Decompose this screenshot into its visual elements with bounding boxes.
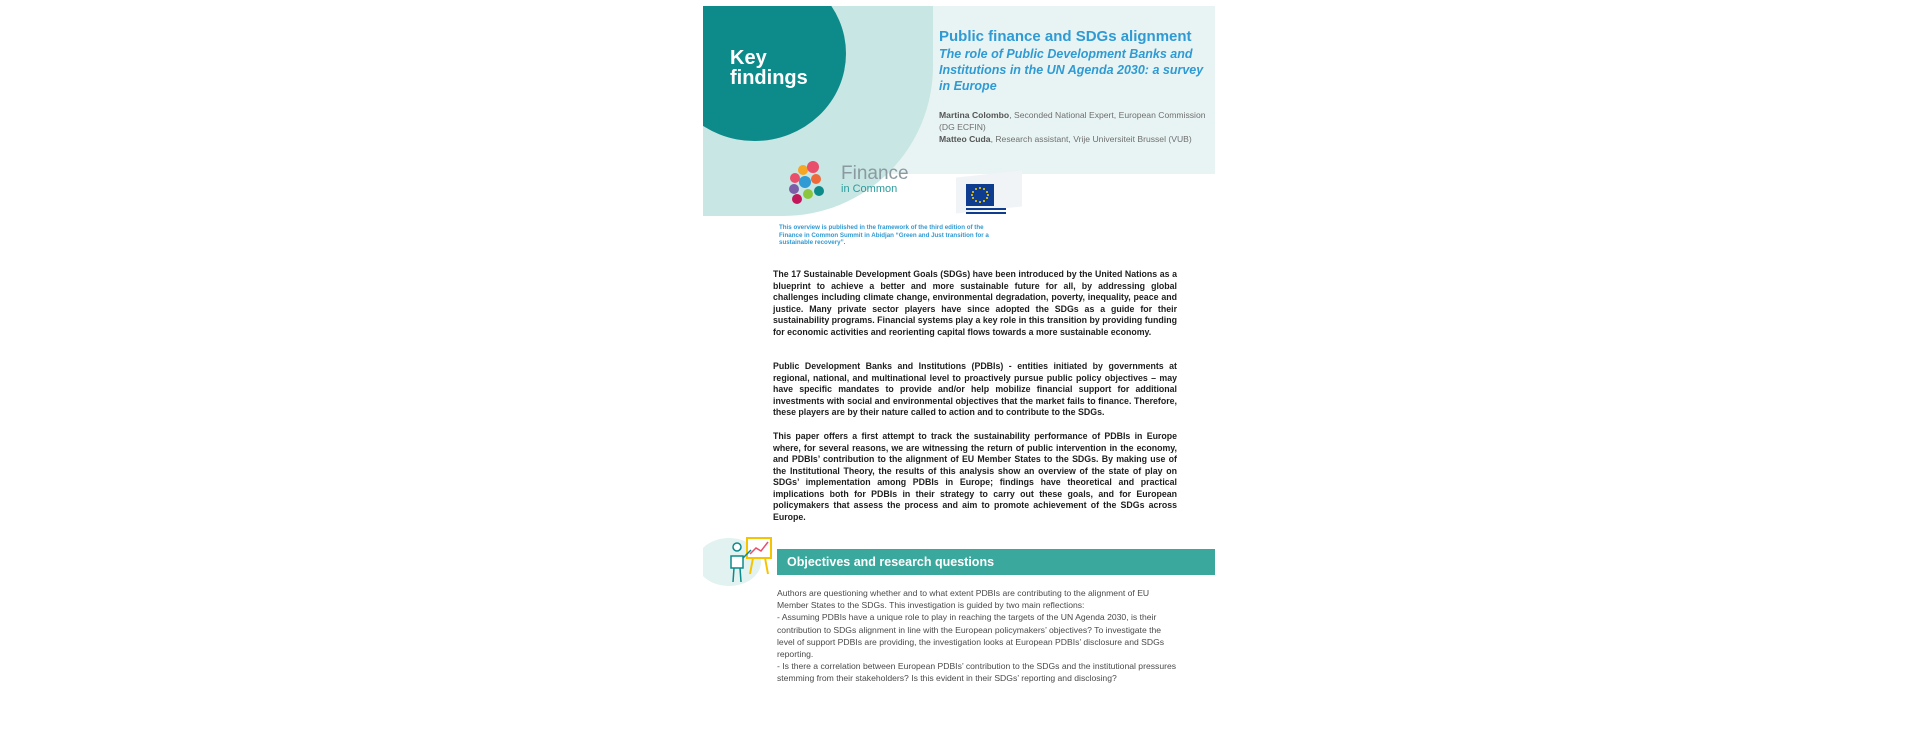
- eu-caption-lines: [966, 208, 1006, 214]
- presenter-easel-icon: [717, 534, 773, 586]
- eu-flag-icon: [966, 184, 994, 206]
- author-name: Martina Colombo: [939, 110, 1010, 120]
- author-role: , Research assistant, Vrije Universiteit Brussel (VUB): [990, 134, 1192, 144]
- author-1: [939, 109, 1209, 133]
- finance-in-common-word: Finance: [841, 163, 909, 184]
- author-name: Matteo Cuda: [939, 134, 991, 144]
- european-commission-logo-icon: [956, 174, 1022, 222]
- paragraph-2: Public Development Banks and Institutions (PDBIs) - entities initiated by governments at regional, national, and multinational level to proactively pursue public policy objectives – may have specific mandates to provide and/or help mobilize financial support for additional investments with social and environmental objectives that the market fails to finance. Therefore, these players are by their nature called to action and to contribute to the SDGs.: [773, 361, 1177, 417]
- finance-in-common-word2: in Common: [841, 183, 898, 195]
- page-subtitle: The role of Public Development Banks and Institutions in the UN Agenda 2030: a survey in Europe: [939, 47, 1204, 93]
- author-role: , Seconded National Expert, European Commission (DG ECFIN): [939, 110, 1206, 132]
- document-page: [703, 6, 1215, 740]
- objectives-text: [777, 587, 1179, 685]
- title-block: [939, 28, 1209, 94]
- page-title: Public finance and SDGs alignment: [939, 28, 1192, 45]
- section-header-bar: [777, 549, 1215, 575]
- objectives-line: - Is there a correlation between European PDBIs’ contribution to the SDGs and the institutional pressures stemming from their stakeholders? Is this evident in their SDGs’ reporting and disclosing?: [777, 661, 1177, 684]
- paragraph-3: This paper offers a first attempt to track the sustainability performance of PDBIs in Europe where, for several reasons, we are witnessing the return of public intervention in the economy, and PDBIs’ contribution to the alignment of EU Member States to the SDGs. By making use of the Institutional Theory, the results of this analysis show an overview of the state of play on SDGs’ implementation among PDBIs in Europe; findings have theoretical and practical implications both for PDBIs in their strategy to carry out these goals, and for European policymakers that assess the process and aim to promote achievement of the SDGs across Europe.: [773, 431, 1177, 522]
- objectives-line: Authors are questioning whether and to what extent PDBIs are contributing to the alignment of EU Member States to the SDGs. This investigation is guided by two main reflections:: [777, 588, 1150, 611]
- author-2: [939, 133, 1209, 145]
- key-findings-label: Key findings: [730, 47, 808, 89]
- paragraph-1: The 17 Sustainable Development Goals (SDGs) have been introduced by the United Nations as a blueprint to achieve a better and more sustainable future for all, by addressing global challenges including climate change, environmental degradation, poverty, inequality, peace and justice. Many private sector players have since adopted the SDGs as a guide for their sustainability programs. Financial systems play a key role in this transition by providing funding for economic activities and reorienting capital flows towards a more sustainable economy.: [773, 269, 1177, 337]
- overview-note: This overview is published in the framework of the third edition of the Finance in Common Summit in Abidjan “Green and Just transition for a sustainable recovery”.: [779, 224, 989, 247]
- objectives-line: - Assuming PDBIs have a unique role to play in reaching the targets of the UN Agenda 2030, is their contribution to SDGs alignment in line with the European policymakers’ objectives? To investigate the level of support PDBIs are providing, the investigation looks at European PDBIs’ disclosure and SDGs reporting.: [777, 612, 1165, 660]
- authors: [939, 109, 1209, 145]
- section-title: Objectives and research questions: [787, 555, 995, 569]
